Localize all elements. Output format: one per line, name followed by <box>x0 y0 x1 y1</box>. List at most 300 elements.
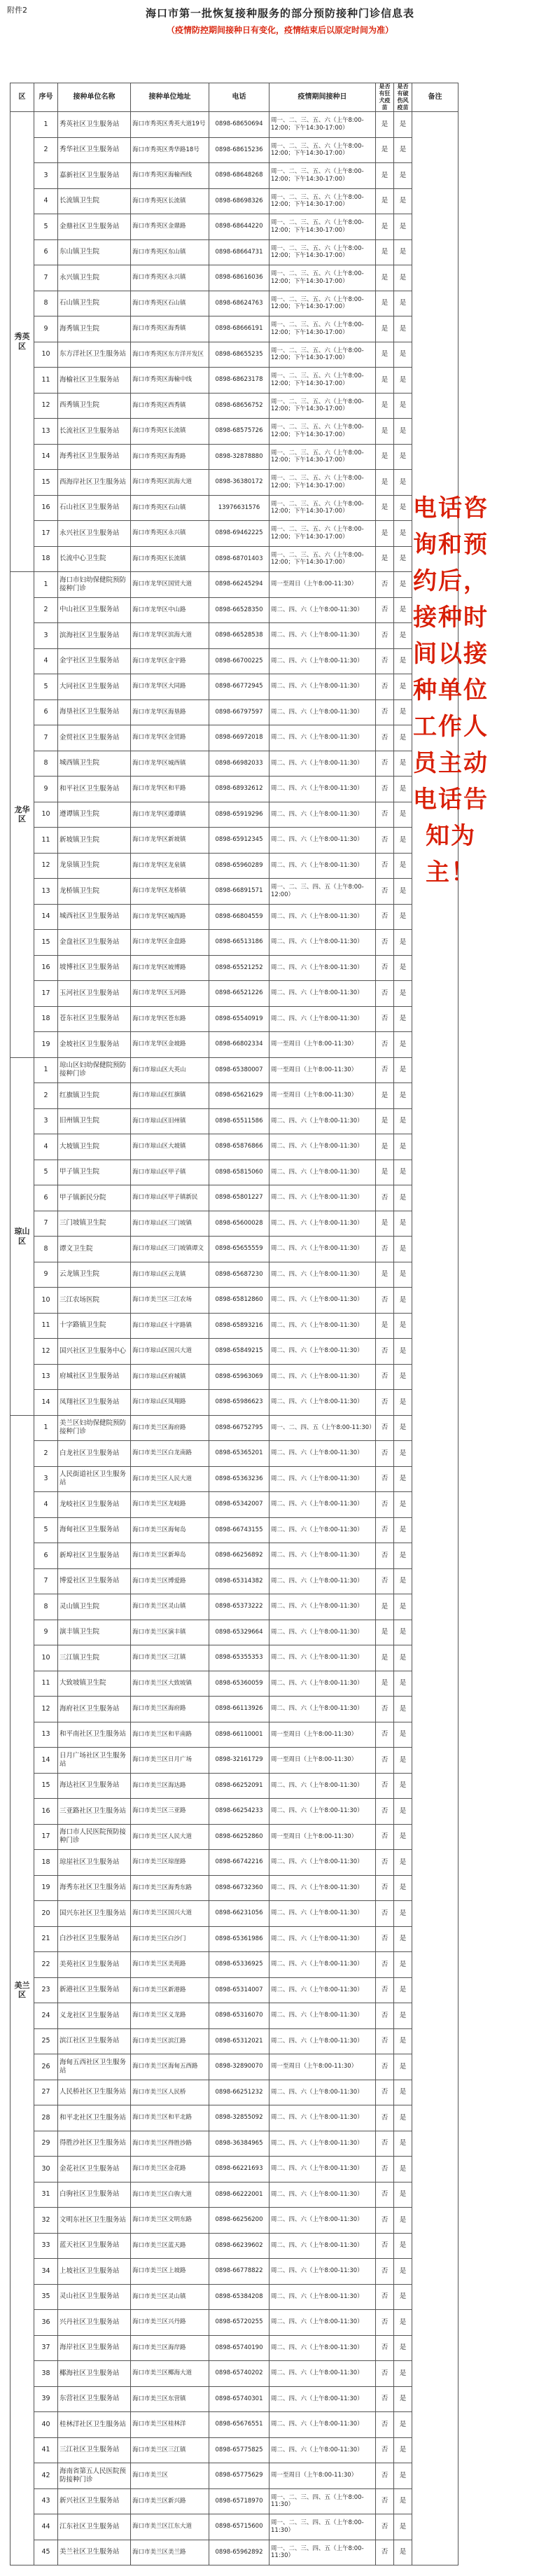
cell-address: 海口市琼山区三门坡镇谭文 <box>131 1237 209 1262</box>
cell-seq: 4 <box>34 648 58 674</box>
cell-time: 周二、四、六（上午8:00-11:30） <box>270 1645 376 1671</box>
cell-time: 周二、四、六（上午8:00-11:30） <box>270 725 376 751</box>
cell-rabies: 否 <box>376 699 394 725</box>
cell-name: 坡博社区卫生服务站 <box>58 955 131 981</box>
table-row <box>10 137 458 163</box>
cell-phone: 0898-65511586 <box>209 1108 270 1134</box>
table-row <box>10 572 458 598</box>
cell-rabies: 否 <box>376 853 394 879</box>
cell-address: 海口市秀英区秀英大道19号 <box>131 112 209 138</box>
cell-time: 周二、四、六（上午8:00-11:30） <box>270 1390 376 1416</box>
cell-address: 海口市龙华区玉河路 <box>131 981 209 1007</box>
table-row <box>10 495 458 521</box>
cell-rabies: 否 <box>376 725 394 751</box>
table-body <box>10 112 489 2565</box>
cell-tetanus: 是 <box>394 1748 412 1774</box>
cell-seq: 34 <box>34 2259 58 2285</box>
cell-name: 海府社区卫生服务站 <box>58 1697 131 1722</box>
cell-rabies: 是 <box>376 495 394 521</box>
cell-address: 海口市琼山区十字路镇 <box>131 1313 209 1339</box>
cell-tetanus: 是 <box>394 1875 412 1901</box>
table-row <box>10 2208 458 2234</box>
cell-tetanus: 是 <box>394 1364 412 1390</box>
cell-time: 周一至周日（上午8:00-11:30） <box>270 1083 376 1109</box>
table-row <box>10 623 458 649</box>
cell-seq: 15 <box>34 930 58 956</box>
cell-rabies: 否 <box>376 2284 394 2310</box>
header-remark: 备注 <box>412 83 458 112</box>
cell-rabies: 否 <box>376 2488 394 2514</box>
cell-seq: 27 <box>34 2080 58 2105</box>
cell-address: 海口市秀英区永兴镇 <box>131 265 209 291</box>
cell-name: 金盘社区卫生服务站 <box>58 930 131 956</box>
header-district: 区 <box>10 83 34 112</box>
table-row <box>10 1875 458 1901</box>
cell-name: 龙桥镇卫生院 <box>58 879 131 905</box>
cell-tetanus: 是 <box>394 2028 412 2054</box>
cell-rabies: 是 <box>376 188 394 214</box>
cell-time: 周二、四、六（上午8:00-11:30） <box>270 930 376 956</box>
cell-seq: 24 <box>34 2003 58 2029</box>
table-row <box>10 393 458 419</box>
cell-name: 海达社区卫生服务站 <box>58 1773 131 1799</box>
cell-time: 周一至周日（上午8:00-11:30） <box>270 1748 376 1774</box>
cell-rabies: 否 <box>376 1237 394 1262</box>
cell-time: 周二、四、六（上午8:00-11:30） <box>270 1850 376 1876</box>
cell-phone: 13976631576 <box>209 495 270 521</box>
cell-phone: 0898-36384965 <box>209 2131 270 2157</box>
cell-phone: 0898-66245294 <box>209 572 270 598</box>
cell-tetanus: 是 <box>394 1415 412 1441</box>
cell-rabies: 否 <box>376 1543 394 1569</box>
table-row <box>10 521 458 547</box>
cell-name: 云龙镇卫生院 <box>58 1262 131 1288</box>
cell-name: 滨海社区卫生服务站 <box>58 623 131 649</box>
table-row <box>10 291 458 316</box>
cell-time: 周二、四、六（上午8:00-11:30） <box>270 1237 376 1262</box>
cell-address: 海口市美兰区白龙南路 <box>131 1441 209 1467</box>
cell-seq: 4 <box>34 1134 58 1160</box>
cell-name: 国兴社区卫生服务中心 <box>58 1339 131 1365</box>
cell-tetanus: 是 <box>394 546 412 572</box>
cell-name: 永兴社区卫生服务站 <box>58 521 131 547</box>
cell-rabies: 否 <box>376 2361 394 2387</box>
header-address: 接种单位地址 <box>131 83 209 112</box>
cell-tetanus: 是 <box>394 163 412 189</box>
cell-address: 海口市美兰区文明东路 <box>131 2208 209 2234</box>
table-row <box>10 163 458 189</box>
table-row <box>10 879 458 905</box>
cell-name: 上坡社区卫生服务站 <box>58 2259 131 2285</box>
cell-seq: 22 <box>34 1952 58 1978</box>
cell-phone: 0898-66221693 <box>209 2157 270 2182</box>
table-row <box>10 1211 458 1237</box>
cell-tetanus: 是 <box>394 112 412 138</box>
cell-address: 海口市秀英区石山镇 <box>131 291 209 316</box>
cell-rabies: 否 <box>376 674 394 700</box>
cell-rabies: 否 <box>376 1875 394 1901</box>
cell-rabies: 否 <box>376 828 394 854</box>
cell-phone: 0898-65600028 <box>209 1211 270 1237</box>
cell-tetanus: 是 <box>394 955 412 981</box>
cell-address: 海口市美兰区三亚路 <box>131 1799 209 1825</box>
cell-phone: 0898-65986623 <box>209 1390 270 1416</box>
cell-time: 周二、四、六（上午8:00-11:30） <box>270 1901 376 1927</box>
cell-rabies: 否 <box>376 1288 394 1314</box>
cell-seq: 8 <box>34 291 58 316</box>
cell-time: 周二、四、六（上午8:00-11:30） <box>270 1594 376 1620</box>
cell-name: 得胜沙社区卫生服务站 <box>58 2131 131 2157</box>
cell-seq: 11 <box>34 828 58 854</box>
cell-seq: 16 <box>34 1799 58 1825</box>
cell-rabies: 否 <box>376 777 394 802</box>
cell-address: 海口市龙华区滨海大道 <box>131 623 209 649</box>
cell-tetanus: 是 <box>394 2131 412 2157</box>
cell-rabies: 否 <box>376 1952 394 1978</box>
cell-address: 海口市龙华区龙桥镇 <box>131 879 209 905</box>
cell-phone: 0898-65363236 <box>209 1466 270 1492</box>
cell-rabies: 否 <box>376 2412 394 2438</box>
cell-seq: 36 <box>34 2310 58 2336</box>
cell-seq: 18 <box>34 1006 58 1032</box>
cell-tetanus: 是 <box>394 777 412 802</box>
cell-rabies: 是 <box>376 1262 394 1288</box>
cell-address: 海口市美兰区新兴路 <box>131 2488 209 2514</box>
cell-time: 周一、二、三、五、六（上午8:00-12:00；下午14:30-17:00） <box>270 521 376 547</box>
cell-tetanus: 是 <box>394 137 412 163</box>
cell-seq: 17 <box>34 981 58 1007</box>
cell-tetanus: 是 <box>394 1645 412 1671</box>
cell-seq: 11 <box>34 368 58 394</box>
cell-seq: 19 <box>34 1032 58 1058</box>
table-row <box>10 214 458 240</box>
cell-seq: 4 <box>34 1492 58 1518</box>
cell-name: 滨江社区卫生服务站 <box>58 2028 131 2054</box>
cell-tetanus: 是 <box>394 2412 412 2438</box>
table-row <box>10 2233 458 2259</box>
cell-rabies: 否 <box>376 2335 394 2361</box>
cell-time: 周一、二、三、五、六（上午8:00-12:00；下午14:30-17:00） <box>270 495 376 521</box>
cell-tetanus: 是 <box>394 214 412 240</box>
cell-address: 海口市秀英区长流镇 <box>131 546 209 572</box>
table-row <box>10 470 458 496</box>
cell-seq: 16 <box>34 955 58 981</box>
cell-seq: 11 <box>34 1313 58 1339</box>
cell-tetanus: 是 <box>394 2361 412 2387</box>
cell-time: 周二、四、六（上午8:00-11:30） <box>270 828 376 854</box>
cell-rabies: 否 <box>376 879 394 905</box>
cell-time: 周二、四、六（上午8:00-11:30） <box>270 1671 376 1697</box>
table-row <box>10 1926 458 1952</box>
cell-address: 海口市美兰区海府路 <box>131 1415 209 1441</box>
cell-phone: 0898-66513186 <box>209 930 270 956</box>
cell-address: 海口市秀英区滨海大道 <box>131 470 209 496</box>
cell-rabies: 否 <box>376 1568 394 1594</box>
table-row <box>10 2259 458 2285</box>
cell-phone: 0898-65380007 <box>209 1057 270 1083</box>
cell-tetanus: 是 <box>394 1160 412 1185</box>
cell-phone: 0898-68701403 <box>209 546 270 572</box>
cell-time: 周一、二、三、四、五（上午8:00-11:30） <box>270 2514 376 2540</box>
cell-address: 海口市龙华区新坡镇 <box>131 828 209 854</box>
table-row <box>10 2157 458 2182</box>
cell-phone: 0898-65329664 <box>209 1620 270 1645</box>
cell-phone: 0898-32878880 <box>209 444 270 470</box>
cell-address: 海口市美兰区龙岐路 <box>131 1492 209 1518</box>
cell-seq: 14 <box>34 1748 58 1774</box>
cell-tetanus: 是 <box>394 1517 412 1543</box>
cell-phone: 0898-66752795 <box>209 1415 270 1441</box>
table-row <box>10 2131 458 2157</box>
cell-tetanus: 是 <box>394 2437 412 2463</box>
cell-time: 周二、四、六（上午8:00-11:30） <box>270 1339 376 1365</box>
cell-time: 周二、四、六（上午8:00-11:30） <box>270 802 376 828</box>
table-row <box>10 1773 458 1799</box>
cell-address: 海口市美兰区灵山镇 <box>131 2284 209 2310</box>
table-row <box>10 1722 458 1748</box>
cell-seq: 9 <box>34 777 58 802</box>
cell-time: 周二、四、六（上午8:00-11:30） <box>270 1160 376 1185</box>
cell-tetanus: 是 <box>394 1568 412 1594</box>
cell-phone: 0898-65740190 <box>209 2335 270 2361</box>
cell-rabies: 否 <box>376 2233 394 2259</box>
document-title: 海口市第一批恢复接种服务的部分预防接种门诊信息表 <box>145 7 414 20</box>
cell-rabies: 否 <box>376 1032 394 1058</box>
cell-rabies: 否 <box>376 648 394 674</box>
cell-name: 白沙社区卫生服务站 <box>58 1926 131 1952</box>
cell-address: 海口市美兰区白沙门 <box>131 1926 209 1952</box>
cell-address: 海口市美兰区三江农场 <box>131 1288 209 1314</box>
cell-phone: 0898-69462225 <box>209 521 270 547</box>
cell-seq: 2 <box>34 597 58 623</box>
cell-rabies: 否 <box>376 1697 394 1722</box>
cell-address: 海口市美兰区人民大道 <box>131 1466 209 1492</box>
cell-name: 永兴镇卫生院 <box>58 265 131 291</box>
cell-tetanus: 是 <box>394 291 412 316</box>
cell-phone: 0898-65801227 <box>209 1185 270 1211</box>
cell-seq: 2 <box>34 1083 58 1109</box>
table-row <box>10 1313 458 1339</box>
cell-seq: 31 <box>34 2182 58 2208</box>
cell-tetanus: 是 <box>394 239 412 265</box>
cell-seq: 5 <box>34 214 58 240</box>
cell-seq: 3 <box>34 623 58 649</box>
cell-tetanus: 是 <box>394 2335 412 2361</box>
cell-name: 海秀社区卫生服务站 <box>58 444 131 470</box>
cell-phone: 0898-68623178 <box>209 368 270 394</box>
table-row <box>10 1543 458 1569</box>
cell-name: 和平南社区卫生服务站 <box>58 1722 131 1748</box>
cell-seq: 44 <box>34 2514 58 2540</box>
cell-seq: 16 <box>34 495 58 521</box>
remark-cell <box>412 112 489 2565</box>
table-row <box>10 112 458 138</box>
table-row <box>10 2514 458 2540</box>
cell-seq: 13 <box>34 419 58 445</box>
header-name: 接种单位名称 <box>58 83 131 112</box>
cell-time: 周二、四、六（上午8:00-11:30） <box>270 904 376 930</box>
cell-seq: 37 <box>34 2335 58 2361</box>
cell-tetanus: 是 <box>394 444 412 470</box>
cell-tetanus: 是 <box>394 1824 412 1850</box>
cell-tetanus: 是 <box>394 1850 412 1876</box>
cell-name: 兴丹社区卫生服务站 <box>58 2310 131 2336</box>
cell-address: 海口市美兰区大致坡镇 <box>131 1671 209 1697</box>
cell-tetanus: 是 <box>394 368 412 394</box>
cell-name: 长流镇卫生院 <box>58 188 131 214</box>
cell-address: 海口市龙华区龙泉镇 <box>131 853 209 879</box>
cell-name: 城西镇卫生院 <box>58 751 131 777</box>
cell-time: 周一、二、三、四、五（上午8:00-12:00） <box>270 879 376 905</box>
cell-address: 海口市秀英区永兴镇 <box>131 521 209 547</box>
cell-tetanus: 是 <box>394 623 412 649</box>
cell-tetanus: 是 <box>394 1543 412 1569</box>
cell-rabies: 是 <box>376 1645 394 1671</box>
cell-seq: 7 <box>34 265 58 291</box>
cell-address: 海口市美兰区美兰路 <box>131 2540 209 2565</box>
cell-rabies: 否 <box>376 2028 394 2054</box>
cell-time: 周二、四、六（上午8:00-11:30） <box>270 1620 376 1645</box>
cell-tetanus: 是 <box>394 725 412 751</box>
cell-address: 海口市龙华区大同路 <box>131 674 209 700</box>
cell-tetanus: 是 <box>394 2540 412 2565</box>
cell-time: 周二、四、六（上午8:00-11:30） <box>270 2437 376 2463</box>
cell-address: 海口市琼山区大坡镇 <box>131 1134 209 1160</box>
cell-phone: 0898-65812860 <box>209 1288 270 1314</box>
cell-phone: 0898-65355353 <box>209 1645 270 1671</box>
district-cell: 美兰区 <box>10 1415 34 2565</box>
cell-tetanus: 是 <box>394 981 412 1007</box>
cell-seq: 6 <box>34 1185 58 1211</box>
cell-time: 周二、四、六（上午8:00-11:30） <box>270 1262 376 1288</box>
cell-tetanus: 是 <box>394 2208 412 2234</box>
table-row <box>10 828 458 854</box>
cell-address: 海口市龙华区城西镇 <box>131 751 209 777</box>
cell-time: 周二、四、六（上午8:00-11:30） <box>270 1288 376 1314</box>
cell-name: 红旗镇卫生院 <box>58 1083 131 1109</box>
cell-rabies: 否 <box>376 1006 394 1032</box>
cell-seq: 12 <box>34 853 58 879</box>
cell-phone: 0898-66732360 <box>209 1875 270 1901</box>
cell-phone: 0898-66254233 <box>209 1799 270 1825</box>
cell-time: 周二、四、六（上午8:00-11:30） <box>270 2386 376 2412</box>
cell-time: 周二、四、六（上午8:00-11:30） <box>270 2182 376 2208</box>
cell-phone: 0898-68666191 <box>209 316 270 342</box>
cell-phone: 0898-68932612 <box>209 777 270 802</box>
table-row <box>10 2182 458 2208</box>
cell-seq: 3 <box>34 163 58 189</box>
cell-rabies: 否 <box>376 1339 394 1365</box>
cell-tetanus: 是 <box>394 2233 412 2259</box>
cell-phone: 0898-65718970 <box>209 2488 270 2514</box>
cell-tetanus: 是 <box>394 1108 412 1134</box>
cell-address: 海口市美兰区椰海大道 <box>131 2361 209 2387</box>
cell-phone: 0898-68615236 <box>209 137 270 163</box>
table-row <box>10 1339 458 1365</box>
table-row <box>10 2028 458 2054</box>
cell-rabies: 否 <box>376 2131 394 2157</box>
cell-time: 周二、四、六（上午8:00-11:30） <box>270 1108 376 1134</box>
cell-name: 苍东社区卫生服务站 <box>58 1006 131 1032</box>
cell-tetanus: 是 <box>394 1313 412 1339</box>
cell-address: 海口市美兰区海甸岛 <box>131 1517 209 1543</box>
table-row <box>10 316 458 342</box>
cell-time: 周一、二、三、五、六（上午8:00-12:00；下午14:30-17:00） <box>270 112 376 138</box>
cell-phone: 0898-65720255 <box>209 2310 270 2336</box>
cell-phone: 0898-65342007 <box>209 1492 270 1518</box>
cell-time: 周二、四、六（上午8:00-11:30） <box>270 1952 376 1978</box>
cell-time: 周二、四、六（上午8:00-11:30） <box>270 2157 376 2182</box>
cell-phone: 0898-65960289 <box>209 853 270 879</box>
cell-address: 海口市龙华区城西路 <box>131 904 209 930</box>
cell-name: 大致坡镇卫生院 <box>58 1671 131 1697</box>
cell-tetanus: 是 <box>394 930 412 956</box>
cell-rabies: 是 <box>376 316 394 342</box>
cell-address: 海口市秀英区海榆西线 <box>131 163 209 189</box>
cell-time: 周二、四、六（上午8:00-11:30） <box>270 1875 376 1901</box>
cell-seq: 9 <box>34 1262 58 1288</box>
cell-name: 西秀镇卫生院 <box>58 393 131 419</box>
table-row <box>10 1850 458 1876</box>
cell-time: 周二、四、六（上午8:00-11:30） <box>270 2080 376 2105</box>
cell-address: 海口市琼山区府城镇 <box>131 1364 209 1390</box>
table-row <box>10 853 458 879</box>
cell-rabies: 是 <box>376 1211 394 1237</box>
cell-address: 海口市美兰区桂林洋 <box>131 2412 209 2438</box>
cell-rabies: 否 <box>376 1492 394 1518</box>
table-row <box>10 1185 458 1211</box>
cell-name: 东营社区卫生服务站 <box>58 2386 131 2412</box>
cell-tetanus: 是 <box>394 2157 412 2182</box>
cell-time: 周二、四、六（上午8:00-11:30） <box>270 751 376 777</box>
cell-rabies: 否 <box>376 1057 394 1083</box>
cell-phone: 0898-66742216 <box>209 1850 270 1876</box>
cell-time: 周一至周日（上午8:00-11:30） <box>270 1722 376 1748</box>
cell-phone: 0898-65384208 <box>209 2284 270 2310</box>
cell-rabies: 否 <box>376 1799 394 1825</box>
cell-phone: 0898-65365201 <box>209 1441 270 1467</box>
cell-seq: 9 <box>34 316 58 342</box>
cell-seq: 17 <box>34 521 58 547</box>
cell-tetanus: 是 <box>394 419 412 445</box>
cell-seq: 33 <box>34 2233 58 2259</box>
cell-time: 周一、二、三、五、六（上午8:00-12:00；下午14:30-17:00） <box>270 368 376 394</box>
cell-time: 周二、四、六（上午8:00-11:30） <box>270 2003 376 2029</box>
cell-rabies: 是 <box>376 521 394 547</box>
cell-rabies: 否 <box>376 1390 394 1416</box>
cell-time: 周一、二、三、五、六（上午8:00-12:00；下午14:30-17:00） <box>270 291 376 316</box>
cell-name: 石山镇卫生院 <box>58 291 131 316</box>
cell-rabies: 否 <box>376 2540 394 2565</box>
cell-name: 十字路镇卫生院 <box>58 1313 131 1339</box>
cell-tetanus: 是 <box>394 1288 412 1314</box>
cell-rabies: 是 <box>376 137 394 163</box>
cell-name: 三江镇卫生院 <box>58 1645 131 1671</box>
cell-time: 周二、四、六（上午8:00-11:30） <box>270 1492 376 1518</box>
cell-name: 人民街道社区卫生服务站 <box>58 1466 131 1492</box>
cell-name: 海南省第五人民医院预防接种门诊 <box>58 2463 131 2489</box>
table-row <box>10 265 458 291</box>
table-row <box>10 239 458 265</box>
cell-address: 海口市秀英区长流镇 <box>131 419 209 445</box>
cell-phone: 0898-65314007 <box>209 1977 270 2003</box>
cell-tetanus: 是 <box>394 1211 412 1237</box>
cell-rabies: 否 <box>376 572 394 598</box>
table-row <box>10 2335 458 2361</box>
table-row <box>10 1466 458 1492</box>
table-row <box>10 725 458 751</box>
cell-phone: 0898-66521226 <box>209 981 270 1007</box>
